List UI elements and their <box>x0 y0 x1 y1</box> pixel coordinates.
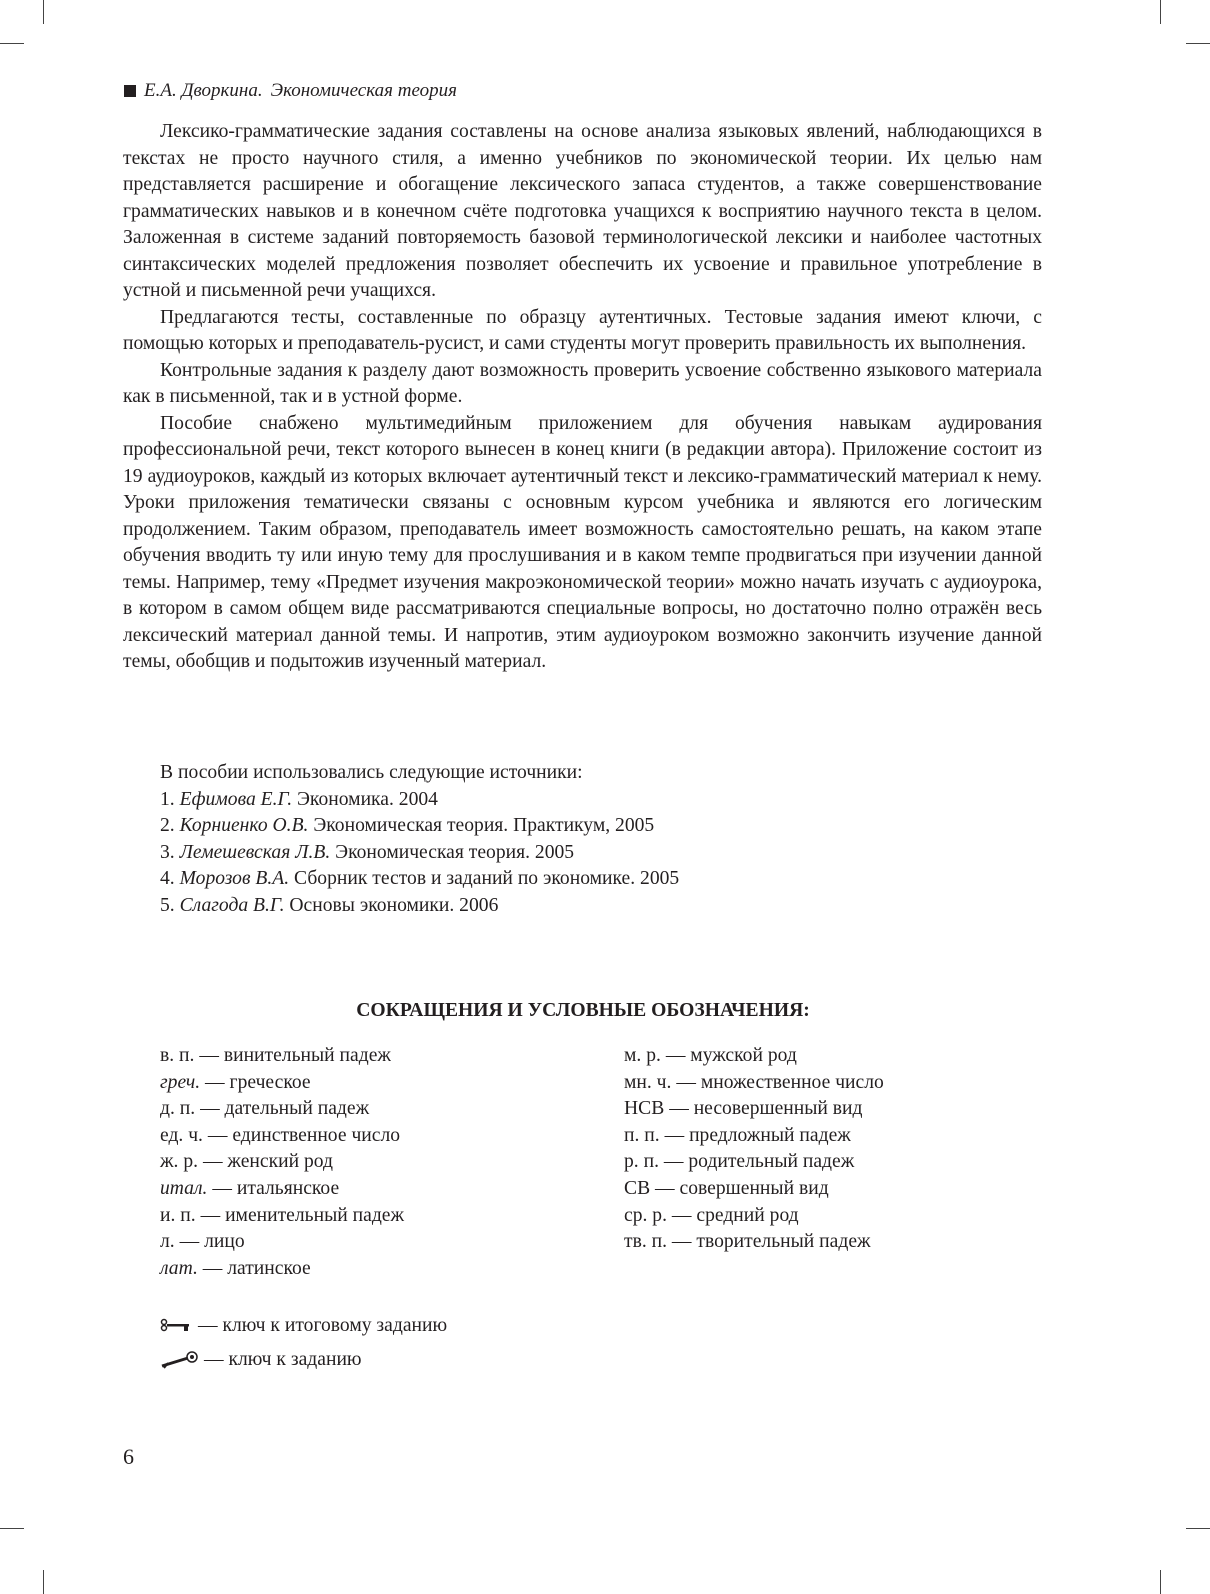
abbreviation: СВ <box>624 1177 651 1199</box>
abbreviations-right-column <box>624 1043 884 1256</box>
abbreviations-left-column <box>160 1043 404 1282</box>
crop-mark <box>1160 0 1161 24</box>
source-author: Лемешевская Л.В. <box>179 841 331 863</box>
abbreviation-definition: — латинское <box>202 1257 311 1279</box>
square-bullet-icon <box>124 85 136 97</box>
abbreviation: р. п. <box>624 1151 659 1173</box>
source-item <box>160 813 679 840</box>
abbreviation: и. п. <box>160 1204 196 1226</box>
abbreviation: ед. ч. <box>160 1124 203 1146</box>
source-title: Экономика. 2004 <box>297 788 438 810</box>
source-author: Ефимова Е.Г. <box>179 788 293 810</box>
abbreviation-item <box>160 1123 404 1150</box>
abbreviation-item <box>160 1070 404 1097</box>
source-author: Корниенко О.В. <box>179 815 309 837</box>
crop-mark <box>43 1570 44 1594</box>
running-header <box>124 80 457 102</box>
abbreviation-definition: — винительный падеж <box>199 1045 391 1066</box>
source-title: Экономическая теория. Практикум, 2005 <box>313 815 655 837</box>
abbreviation-definition: — дательный падеж <box>200 1098 370 1120</box>
crop-mark <box>0 43 24 44</box>
abbreviation-definition: — женский род <box>202 1151 333 1173</box>
abbreviation-item <box>160 1043 404 1070</box>
source-item <box>160 893 679 920</box>
source-author: Слагода В.Г. <box>179 894 285 916</box>
source-title: Основы экономики. 2006 <box>289 894 499 916</box>
abbreviation: греч. <box>160 1071 201 1093</box>
crop-mark <box>1186 1528 1210 1529</box>
paragraph: Контрольные задания к разделу дают возможность проверить усвоение собственно языкового материала как в письменной, так и в устной форме. <box>123 359 1042 407</box>
abbreviation: мн. ч. <box>624 1071 672 1093</box>
sources-list <box>160 760 679 920</box>
abbreviation-definition: — несовершенный вид <box>669 1098 863 1120</box>
abbreviation: лат. <box>160 1257 198 1279</box>
abbreviation: л. <box>160 1231 175 1253</box>
task-key-legend <box>160 1343 447 1377</box>
abbreviation-definition: — средний род <box>671 1204 799 1226</box>
source-item <box>160 840 679 867</box>
source-num: 4. <box>160 868 175 890</box>
abbreviation-definition: — именительный падеж <box>200 1204 405 1226</box>
abbreviation-definition: — греческое <box>205 1071 311 1093</box>
header-title: Экономическая теория <box>270 80 457 101</box>
source-num: 1. <box>160 788 175 810</box>
abbreviation-definition: — предложный падеж <box>664 1124 851 1146</box>
source-author: Морозов В.А. <box>179 868 290 890</box>
abbreviation-item <box>624 1070 884 1097</box>
abbreviation-definition: — мужской род <box>665 1045 797 1066</box>
abbreviation-definition: — лицо <box>179 1231 245 1253</box>
final-key-legend <box>160 1309 447 1343</box>
abbreviation-item <box>624 1176 884 1203</box>
crop-mark <box>0 1528 24 1529</box>
task-key-label: — ключ к заданию <box>204 1349 362 1370</box>
abbreviation-item <box>160 1149 404 1176</box>
final-key-icon <box>160 1318 194 1334</box>
abbreviation-item <box>624 1229 884 1256</box>
abbreviation: НСВ <box>624 1098 665 1120</box>
abbreviation-definition: — множественное число <box>676 1071 884 1093</box>
source-num: 5. <box>160 894 175 916</box>
source-item <box>160 866 679 893</box>
abbreviation: итал. <box>160 1177 208 1199</box>
abbreviation-definition: — итальянское <box>212 1177 340 1199</box>
abbreviation-item <box>160 1229 404 1256</box>
body-text <box>123 119 1042 676</box>
abbreviation-item <box>160 1256 404 1283</box>
paragraph: Лексико-грамматические задания составлены на основе анализа языковых явлений, наблюдающихся в текстах не просто научного стиля, а именно учебников по экономической теории. Их целью нам представляется расширение и обогащение лексического запаса студентов, а также совершенствование грамматических навыков и в конечном счёте подготовка учащихся к восприятию научного текста в целом. Заложенная в системе заданий повторяемость базовой терминологической лексики и наиболее частотных синтаксических моделей предложения позволяет обеспечить их усвоение и правильное употребление в устной и письменной речи учащихся. <box>123 121 1042 301</box>
task-key-icon <box>160 1350 200 1370</box>
abbreviation-item <box>160 1176 404 1203</box>
abbreviation-item <box>160 1096 404 1123</box>
abbreviation: ср. р. <box>624 1204 667 1226</box>
source-item <box>160 787 679 814</box>
crop-mark <box>1186 43 1210 44</box>
abbreviation: в. п. <box>160 1045 195 1066</box>
abbreviation: ж. р. <box>160 1151 199 1173</box>
source-title: Экономическая теория. 2005 <box>335 841 575 863</box>
paragraph: Пособие снабжено мультимедийным приложением для обучения навыкам аудирования профессиональной речи, текст которого вынесен в конец книги (в редакции автора). Приложение состоит из 19 аудиоуроков, каждый из которых включает аутентичный текст и лексико-грамматический материал к нему. Уроки приложения тематически связаны с основным курсом учебника и являются его логическим продолжением. Таким образом, преподаватель имеет возможность самостоятельно решать, на каком этапе обучения вводить ту или иную тему для прослушивания и в каком темпе продвигаться при изучении данной темы. Например, тему «Предмет изучения макроэкономической теории» можно начать изучать с аудиоурока, в котором в самом общем виде рассматриваются специальные вопросы, но достаточно полно отражён весь лексический материал данной темы. И напротив, этим аудиоуроком возможно закончить изучение данной темы, обобщив и подытожив изученный материал. <box>123 412 1042 672</box>
abbreviation-definition: — единственное число <box>207 1124 401 1146</box>
abbreviation-definition: — родительный падеж <box>663 1151 855 1173</box>
abbreviation-definition: — творительный падеж <box>671 1231 871 1253</box>
paragraph: Предлагаются тесты, составленные по образцу аутентичных. Тестовые задания имеют ключи, с помощью которых и преподаватель-русист, и сами студенты могут проверить правильность их выполнения. <box>123 306 1042 354</box>
source-title: Сборник тестов и заданий по экономике. 2005 <box>294 868 680 890</box>
abbreviation-item <box>624 1149 884 1176</box>
key-legend <box>160 1309 447 1377</box>
sources-intro: В пособии использовались следующие источники: <box>160 762 583 783</box>
abbreviation-item <box>160 1203 404 1230</box>
abbreviation-item <box>624 1123 884 1150</box>
abbreviation-item <box>624 1203 884 1230</box>
abbreviation-item <box>624 1096 884 1123</box>
page-number: 6 <box>123 1444 134 1469</box>
abbreviation-definition: — совершенный вид <box>655 1177 829 1199</box>
header-author: Е.А. Дворкина. <box>144 80 263 101</box>
abbreviation: м. р. <box>624 1045 661 1066</box>
crop-mark <box>1160 1570 1161 1594</box>
abbreviation: д. п. <box>160 1098 196 1120</box>
abbreviation-item <box>624 1043 884 1070</box>
source-num: 2. <box>160 815 175 837</box>
abbreviation: п. п. <box>624 1124 660 1146</box>
source-num: 3. <box>160 841 175 863</box>
final-key-label: — ключ к итоговому заданию <box>198 1315 448 1336</box>
abbreviations-title: СОКРАЩЕНИЯ И УСЛОВНЫЕ ОБОЗНАЧЕНИЯ: <box>356 1000 810 1021</box>
crop-mark <box>43 0 44 24</box>
abbreviation: тв. п. <box>624 1231 667 1253</box>
